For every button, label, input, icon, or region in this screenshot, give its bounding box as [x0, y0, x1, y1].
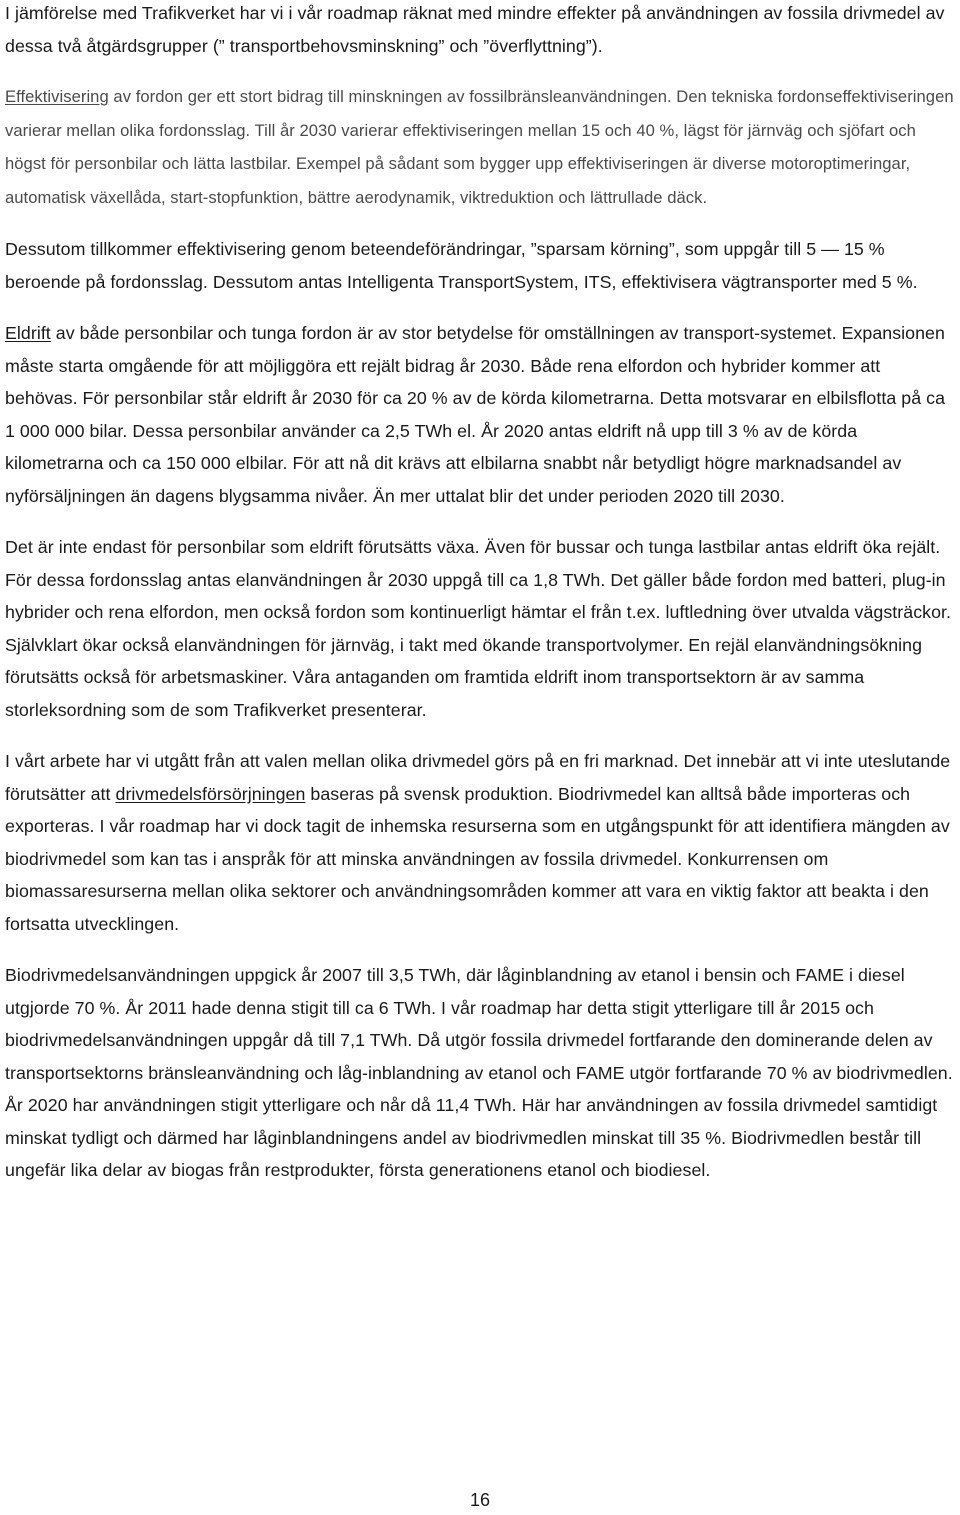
paragraph-text: Det är inte endast för personbilar som eldrift förutsätts växa. Även för bussar och tunga lastbilar antas eldrift öka rejält. För dessa fordonsslag antas elanvändningen år 2030 uppgå till ca 1,8 TWh. Det gäller både fordon med batteri, plug-in hybrider och rena elfordon, men också fordon som kontinuerligt hämtar el från t.ex. luftledning över utvalda vägsträckor. Självklart ökar också elanvändningen för järnväg, i takt med ökande transportvolymer. En rejäl elanvändningsökning förutsätts också för arbetsmaskiner. Våra antaganden om framtida eldrift inom transportsektorn är av samma storleksordning som de som Trafikverket presenterar.	[5, 537, 951, 720]
page-number: 16	[469, 1490, 491, 1510]
electric-drive-link[interactable]: Eldrift	[5, 323, 51, 343]
paragraph-behaviour	[5, 233, 957, 298]
paragraph-text: av fordon ger ett stort bidrag till minskningen av fossilbränsleanvändningen. Den tekniska fordonseffektiviseringen varierar mellan olika fordonsslag. Till år 2030 varierar effektiviseringen mellan 15 och 40 %, lägst för järnväg och sjöfart och högst för personbilar och lätta lastbilar. Exempel på sådant som bygger upp effektiviseringen är diverse motoroptimeringar, automatisk växellåda, start-stopfunktion, bättre aerodynamik, viktreduktion och lättrullade däck.	[5, 87, 954, 207]
efficiency-link[interactable]: Effektivisering	[5, 87, 109, 106]
paragraph-text-after: baseras på svensk produktion. Biodrivmedel kan alltså både importeras och exporteras. I vår roadmap har vi dock tagit de inhemska resurserna som en utgångspunkt för att identifiera mängden av biodrivmedel som kan tas i anspråk för att minska användningen av fossila drivmedel. Konkurrensen om biomassaresurserna mellan olika sektorer och användningsområden kommer att vara en viktig faktor att beakta i den fortsatta utvecklingen.	[5, 783, 950, 934]
paragraph-text: I jämförelse med Trafikverket har vi i vår roadmap räknat med mindre effekter på användningen av fossila drivmedel av dessa två åtgärdsgrupper (” transportbehovsminskning” och ”överflyttning”).	[5, 3, 945, 56]
paragraph-text-before: I vårt arbete har vi utgått från att valen mellan olika drivmedel görs på en fri marknad. Det innebär att vi inte uteslutande förutsätter att	[5, 751, 951, 804]
paragraph-heavy-vehicles	[5, 531, 957, 726]
paragraph-biofuel-use	[5, 959, 957, 1187]
paragraph-text: av både personbilar och tunga fordon är av stor betydelse för omställningen av transport-systemet. Expansionen måste starta omgående för att möjliggöra ett rejält bidrag år 2030. Både rena elfordon och hybrider kommer att behövas. För personbilar står eldrift år 2030 för ca 20 % av de körda kilometrarna. Detta motsvarar en elbilsflotta på ca 1 000 000 bilar. Dessa personbilar använder ca 2,5 TWh el. År 2020 antas eldrift nå upp till 3 % av de körda kilometrarna och ca 150 000 elbilar. För att nå dit krävs att elbilarna snabbt når betydligt högre marknadsandel av nyförsäljningen än dagens blygsamma nivåer. Än mer uttalat blir det under perioden 2020 till 2030.	[5, 323, 946, 506]
paragraph-efficiency	[5, 80, 957, 214]
document-body	[5, 0, 957, 1187]
paragraph-text: Biodrivmedelsanvändningen uppgick år 2007 till 3,5 TWh, där låginblandning av etanol i bensin och FAME i diesel utgjorde 70 %. År 2011 hade denna stigit till ca 6 TWh. I vår roadmap har detta stigit ytterligare till år 2015 och biodrivmedelsanvändningen uppgår då till 7,1 TWh. Då utgör fossila drivmedel fortfarande den dominerande delen av transportsektorns bränsleanvändning och låg-inblandning av etanol och FAME utgör fortfarande 70 % av biodrivmedlen. År 2020 har användningen stigit ytterligare och når då 11,4 TWh. Här har användningen av fossila drivmedel samtidigt minskat tydligt och därmed har låginblandningens andel av biodrivmedlen minskat till 35 %. Biodrivmedlen består till ungefär lika delar av biogas från restprodukter, första generationens etanol och biodiesel.	[5, 965, 953, 1180]
fuel-supply-link[interactable]: drivmedelsförsörjningen	[115, 783, 306, 804]
paragraph-fuel-market	[5, 745, 957, 940]
paragraph-comparison	[5, 0, 957, 62]
paragraph-electric-drive	[5, 317, 957, 512]
paragraph-text: Dessutom tillkommer effektivisering genom beteendeförändringar, ”sparsam körning”, som uppgår till 5 — 15 % beroende på fordonsslag. Dessutom antas Intelligenta TransportSystem, ITS, effektivisera vägtransporter med 5 %.	[5, 239, 918, 292]
